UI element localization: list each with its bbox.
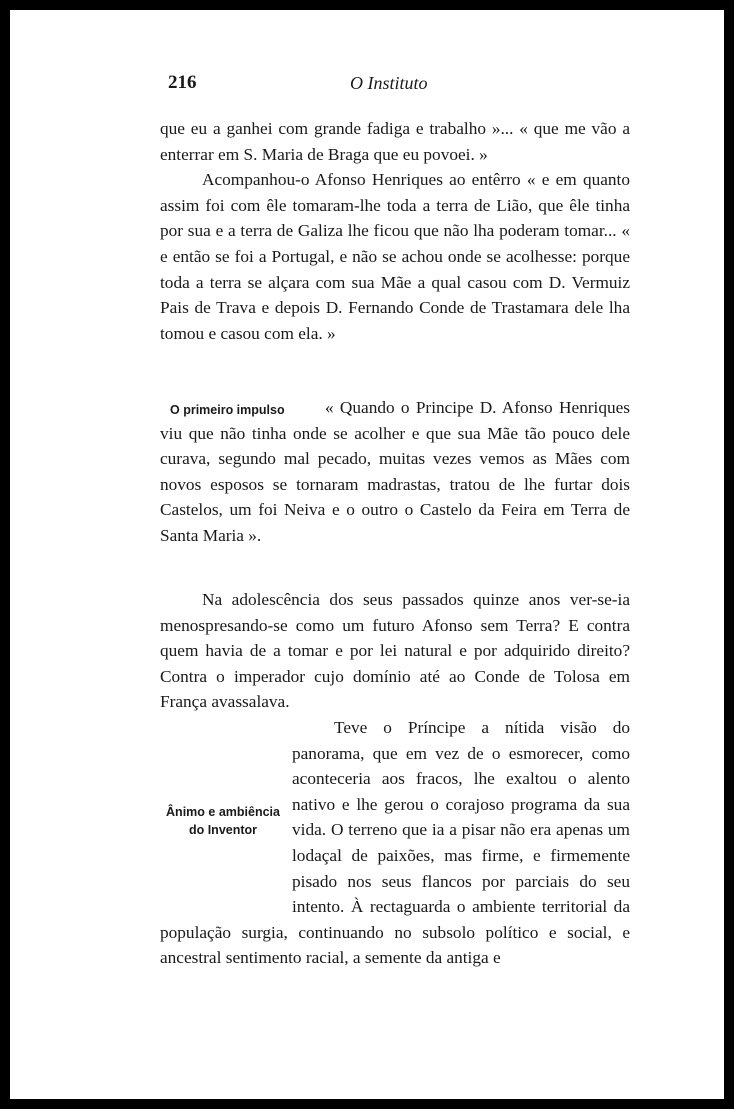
- sidenote-line: Ânimo e ambiência: [166, 805, 280, 819]
- paragraph: « Quando o Principe D. Afonso Henriques viu que não tinha onde se acolher e que sua Mãe tão pouco dele curava, segundo mal pecado, muitas vezes vemos as Mães com novos esposos se tornaram madrastas, tratou de lhe furtar dois Castelos, um foi Neiva e o outro o Castelo da Feira em Terra de Santa Maria ».: [160, 398, 630, 545]
- sidenote-first-impulse: O primeiro impulso: [170, 403, 285, 417]
- text-block-opening: [160, 116, 630, 346]
- paragraph: Acompanhou-o Afonso Henriques ao entêrro « e em quanto assim foi com êle tomaram-lhe toda a terra de Lião, que êle tinha por sua e a terra de Galiza lhe ficou que não lha poderam tomar... « e então se foi a Portugal, e não se achou onde se acolhesse: porque toda a terra se alçara com sua Mãe a qual casou com D. Vermuiz Pais de Trava e depois D. Fernando Conde de Trastamara dele lha tomou e casou com ela. »: [160, 170, 630, 343]
- sidenote-gap: [160, 844, 292, 914]
- paragraph: Teve o Príncipe a nítida visão do panorama, que em vez de o esmorecer, como aconteceria aos fracos, lhe exaltou o alento nativo e lhe gerou o corajoso programa da sua vida. O terreno que ia a pisar não era apenas um lodaçal de paixões, mas firme, e firmemente pisado nos seus flancos por parciais do seu intento. À rectaguarda o ambiente territorial da população surgia, continuando no subsolo político e social, e ancestral sentimento racial, a semente da antiga e: [160, 717, 630, 968]
- text-block-quote: [160, 395, 630, 549]
- page-number: 216: [168, 72, 197, 93]
- paragraph: Na adolescência dos seus passados quinze anos ver-se-ia menospresando-se como um futuro Afonso sem Terra? E contra quem havia de a tomar e por lei natural e por adquirido direito? Contra o imperador cujo domínio até ao Conde de Tolosa em França avassalava.: [160, 590, 630, 712]
- paragraph: que eu a ganhei com grande fadiga e trabalho »... « que me vão a enterrar em S. Maria de Braga que eu povoei. »: [160, 119, 630, 164]
- page: [10, 10, 724, 1099]
- sidenote-line: do Inventor: [188, 823, 258, 837]
- running-title: O Instituto: [350, 73, 428, 93]
- text-block-body: [160, 587, 630, 971]
